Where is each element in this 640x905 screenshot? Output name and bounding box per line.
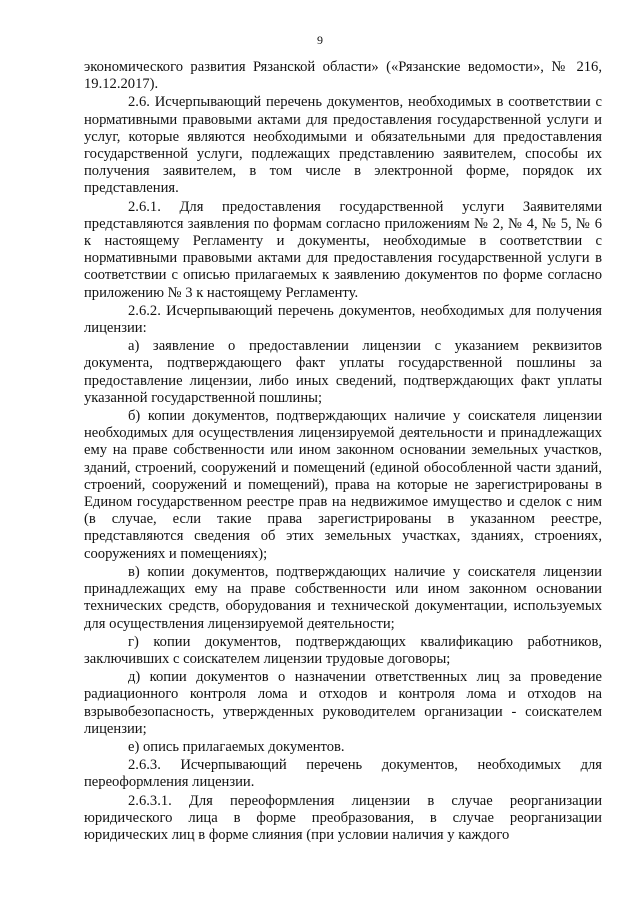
paragraph-2-6-1: 2.6.1. Для предоставления государственной услуги Заявителями представляются заявления по формам согласно приложениям № 2, № 4, № 5, № 6 к настоящему Регламенту и документы, необходимые в соответствии с нормативными правовыми актами для предоставления государственной услуги в соответствии с описью прилагаемых к заявлению документов по форме согласно приложению № 3 к настоящему Регламенту. [84, 198, 602, 301]
document-body [84, 59, 602, 844]
list-item-a: а) заявление о предоставлении лицензии с указанием реквизитов документа, подтверждающего факт уплаты государственной пошлины за предоставление лицензии, либо иных сведений, подтверждающих факт уплаты указанной государственной пошлины; [84, 338, 602, 406]
paragraph-2-6-3: 2.6.3. Исчерпывающий перечень документов, необходимых для переоформления лицензии. [84, 757, 602, 791]
list-item-b: б) копии документов, подтверждающих наличие у соискателя лицензии необходимых для осуществления лицензируемой деятельности и принадлежащих ему на праве собственности или ином законном основании земельных участков, зданий, строений, сооружений и помещений (единой обособленной части зданий, строений, сооружений и помещений), права на которые не зарегистрированы в Едином государственном реестре прав на недвижимое имущество и сделок с ним (в случае, если такие права зарегистрированы в указанном реестре, представляются сведения об этих земельных участках, зданиях, строениях, сооружениях и помещениях); [84, 408, 602, 562]
list-item-e: е) опись прилагаемых документов. [128, 738, 345, 755]
page-number: 9 [317, 33, 323, 47]
list-item-v: в) копии документов, подтверждающих наличие у соискателя лицензии принадлежащих ему на праве собственности или ином законном основании технических средств, оборудования и технической документации, используемых для осуществления лицензируемой деятельности; [84, 563, 602, 632]
paragraph-2-6: 2.6. Исчерпывающий перечень документов, необходимых в соответствии с нормативными правовыми актами для предоставления государственной услуги и услуг, которые являются необходимыми и обязательными для предоставления государственной услуги, подлежащих представлению заявителем, способы их получения заявителем, в том числе в электронной форме, порядок их представления. [84, 94, 602, 197]
paragraph-2-6-2: 2.6.2. Исчерпывающий перечень документов, необходимых для получения лицензии: [84, 302, 602, 337]
paragraph-2-6-3-1: 2.6.3.1. Для переоформления лицензии в случае реорганизации юридического лица в форме преобразования, в случае реорганизации юридических лиц в форме слияния (при условии наличия у каждого [84, 792, 602, 843]
paragraph-continuation: экономического развития Рязанской области» («Рязанские ведомости», № 216, 19.12.2017). [84, 59, 602, 93]
list-item-g: г) копии документов, подтверждающих квалификацию работников, заключивших с соискателем лицензии трудовые договоры; [84, 633, 602, 667]
list-item-d: д) копии документов о назначении ответственных лиц за проведение радиационного контроля лома и отходов и контроля лома и отходов на взрывобезопасность, утвержденных руководителем организации - соискателем лицензии; [84, 669, 602, 737]
